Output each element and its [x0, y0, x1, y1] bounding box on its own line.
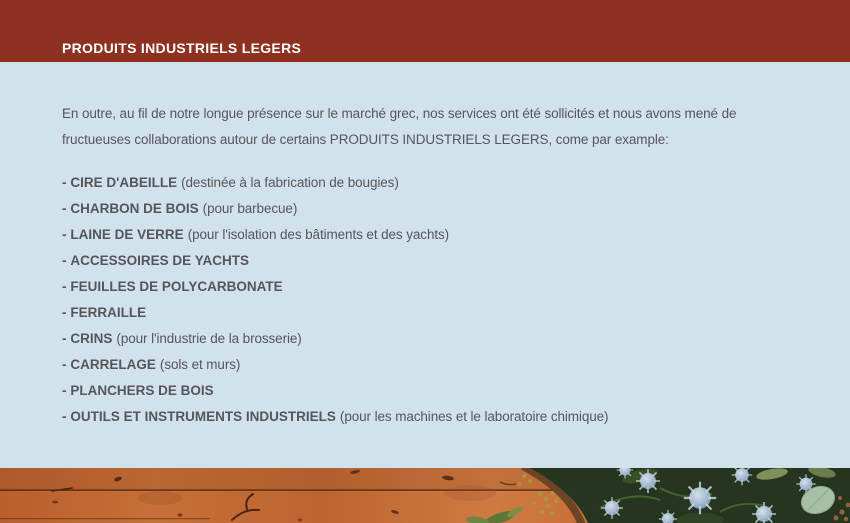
list-bullet: -: [62, 227, 67, 242]
list-bullet: -: [62, 253, 67, 268]
product-name: OUTILS ET INSTRUMENTS INDUSTRIELS: [70, 409, 336, 424]
list-item: [62, 196, 850, 222]
list-bullet: -: [62, 409, 67, 424]
list-bullet: -: [62, 305, 67, 320]
page-header: [0, 0, 850, 62]
product-name: FERRAILLE: [70, 305, 147, 320]
product-desc: (destinée à la fabrication de bougies): [181, 175, 399, 190]
product-name: FEUILLES DE POLYCARBONATE: [70, 279, 283, 294]
product-name: CHARBON DE BOIS: [70, 201, 199, 216]
list-item: [62, 300, 850, 326]
list-item: [62, 378, 850, 404]
product-desc: (pour barbecue): [202, 201, 298, 216]
list-bullet: -: [62, 357, 67, 372]
list-item: [62, 404, 850, 430]
footer-photo: [0, 468, 850, 523]
footer-photo-image: [0, 468, 850, 523]
product-name: CIRE D'ABEILLE: [70, 175, 178, 190]
list-bullet: -: [62, 201, 67, 216]
list-bullet: -: [62, 175, 67, 190]
list-item: [62, 274, 850, 300]
product-name: CARRELAGE: [70, 357, 156, 372]
list-bullet: -: [62, 331, 67, 346]
list-item: [62, 352, 850, 378]
product-desc: (sols et murs): [159, 357, 241, 372]
product-list: [62, 170, 850, 430]
product-desc: (pour l'industrie de la brosserie): [116, 331, 302, 346]
product-desc: (pour l'isolation des bâtiments et des yachts): [187, 227, 450, 242]
product-name: LAINE DE VERRE: [70, 227, 184, 242]
intro-line: fructueuses collaborations autour de certains PRODUITS INDUSTRIELS LEGERS, come par example:: [62, 132, 669, 147]
intro-line: En outre, au fil de notre longue présence sur le marché grec, nos services ont été sollicités et nous avons mené de: [62, 106, 737, 121]
intro-paragraph: [62, 101, 850, 153]
product-name: ACCESSOIRES DE YACHTS: [70, 253, 249, 268]
product-desc: (pour les machines et le laboratoire chimique): [339, 409, 609, 424]
content-area: [0, 62, 850, 468]
list-bullet: -: [62, 383, 67, 398]
product-name: PLANCHERS DE BOIS: [70, 383, 214, 398]
list-item: [62, 326, 850, 352]
list-item: [62, 222, 850, 248]
page-title: PRODUITS INDUSTRIELS LEGERS: [62, 40, 302, 56]
list-item: [62, 248, 850, 274]
product-name: CRINS: [70, 331, 113, 346]
list-bullet: -: [62, 279, 67, 294]
list-item: [62, 170, 850, 196]
